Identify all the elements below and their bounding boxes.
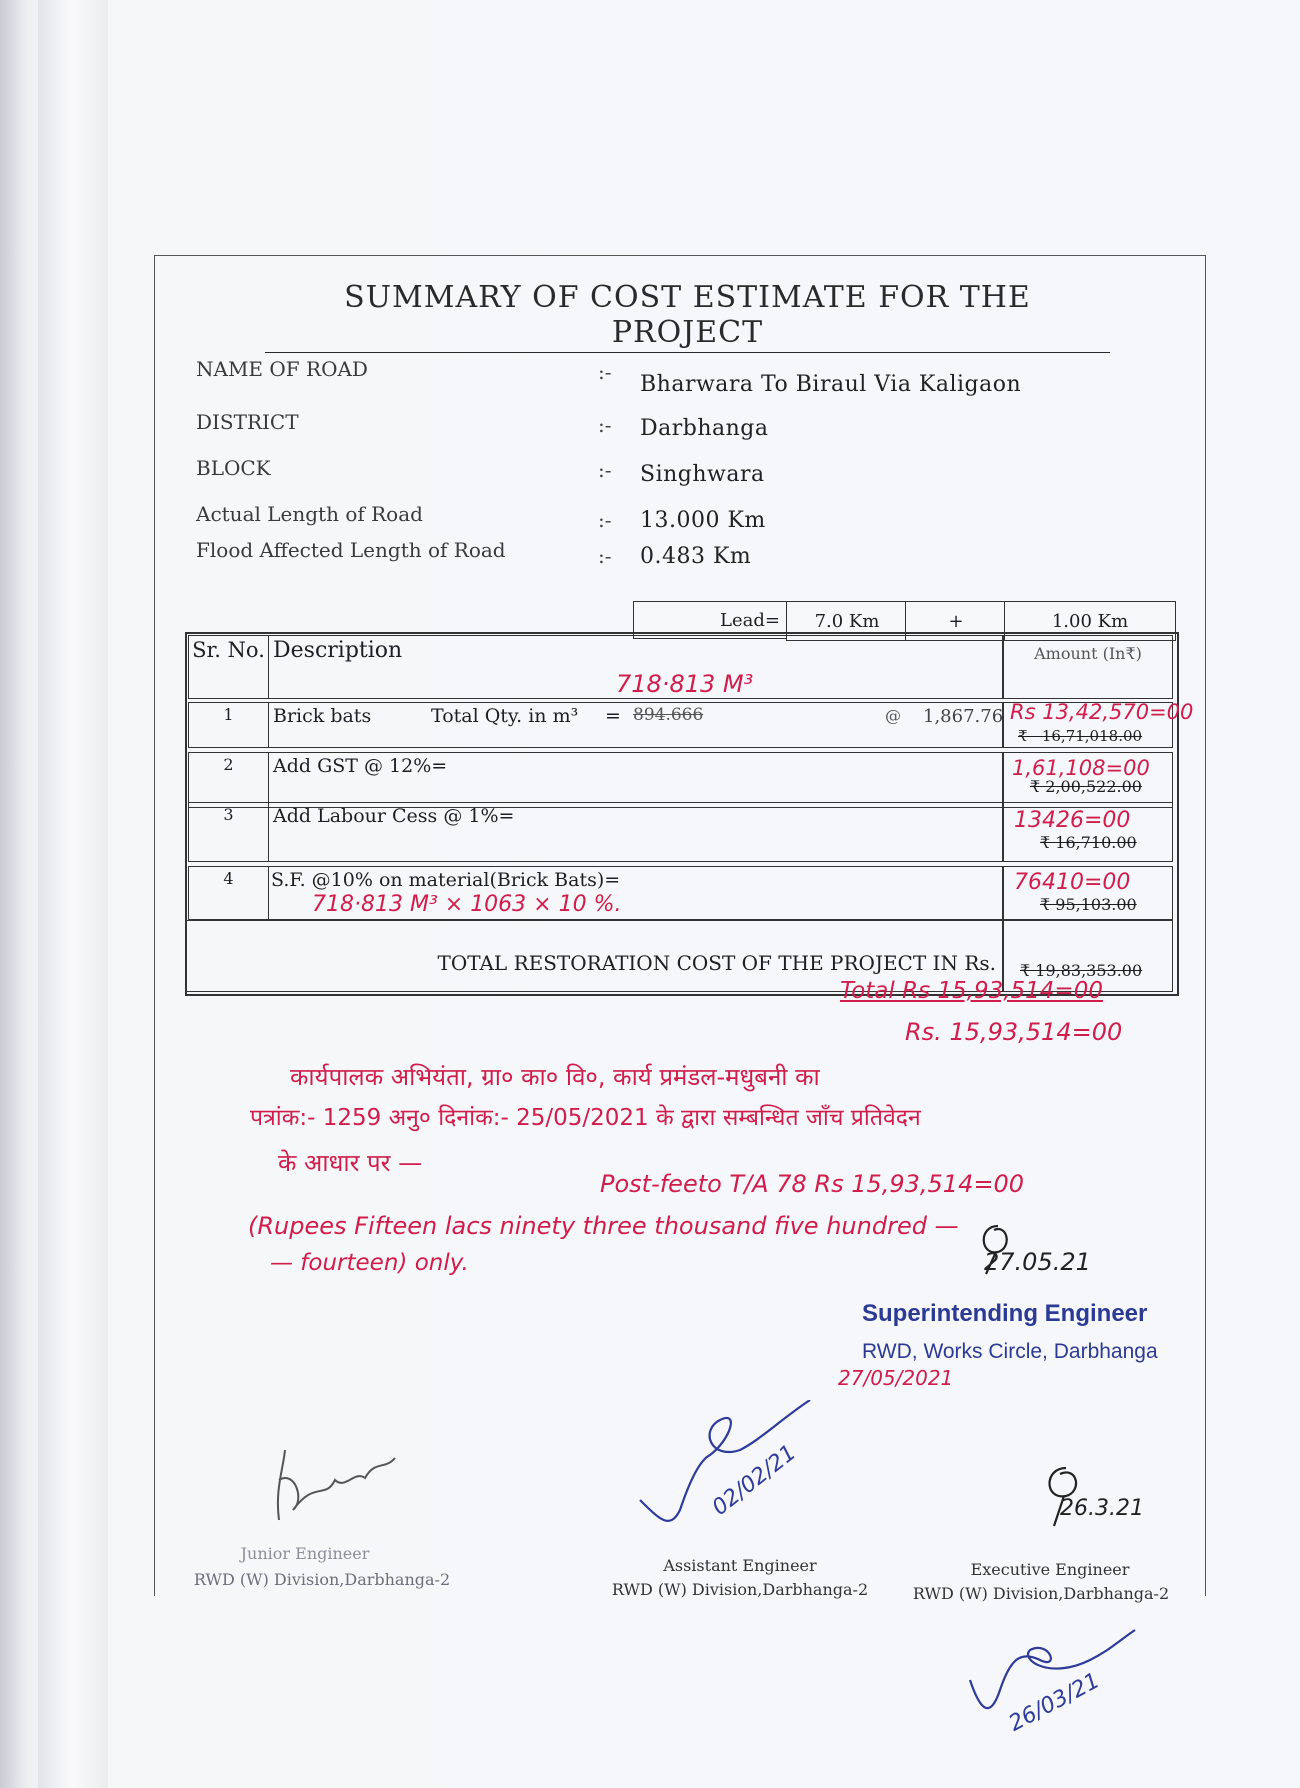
row2-desc: Add GST @ 12%= — [268, 752, 1003, 808]
binding-shadow — [38, 0, 108, 1788]
handwritten-total: Total Rs 15,93,514=00 — [840, 978, 1103, 1004]
header-description: Description — [268, 635, 1003, 699]
ae-signature — [630, 1400, 830, 1544]
row1-amount: ₹ 16,71,018.00 — [1018, 727, 1143, 745]
row3-desc: Add Labour Cess @ 1%= — [268, 802, 1003, 862]
row3-amount: ₹ 16,710.00 — [1040, 833, 1137, 852]
handwritten-hindi-line3: के आधार पर — — [278, 1149, 423, 1177]
handwritten-qty-correction: 718·813 M³ — [616, 670, 754, 698]
je-role: Junior Engineer — [240, 1544, 370, 1563]
row4-sr: 4 — [188, 866, 269, 920]
field-colon: :- — [598, 508, 612, 532]
field-label-block: BLOCK — [196, 456, 271, 480]
row1-eq: = — [605, 705, 621, 727]
field-value-length: 13.000 Km — [640, 508, 766, 533]
handwritten-hindi-line1: कार्यपालक अभियंता, ग्रा० का० वि०, कार्य प्रमंडल-मधुबनी का — [290, 1063, 820, 1091]
handwritten-total-repeat: Rs. 15,93,514=00 — [905, 1018, 1123, 1046]
header-sr-no: Sr. No. — [188, 635, 269, 699]
field-label-district: DISTRICT — [196, 410, 299, 434]
lead-extra: 1.00 Km — [1004, 601, 1176, 641]
handwritten-row4-amount: 76410=00 — [1014, 870, 1131, 895]
total-amount: ₹ 19,83,353.00 — [1020, 961, 1143, 980]
field-value-district: Darbhanga — [640, 416, 769, 441]
row2-amount: ₹ 2,00,522.00 — [1030, 777, 1142, 796]
handwritten-words-line2: — fourteen) only. — [270, 1250, 469, 1276]
ae-office: RWD (W) Division,Darbhanga-2 — [611, 1580, 869, 1599]
row2-sr: 2 — [188, 752, 269, 808]
field-colon: :- — [598, 413, 612, 437]
row1-qty-label: Total Qty. in m³ — [431, 705, 579, 727]
lead-plus: + — [905, 601, 1007, 641]
je-office: RWD (W) Division,Darbhanga-2 — [193, 1570, 451, 1589]
field-label-length: Actual Length of Road — [196, 502, 423, 526]
field-label-flood-length: Flood Affected Length of Road — [196, 538, 506, 562]
stamp-line2: RWD, Works Circle, Darbhanga — [862, 1340, 1158, 1363]
stamp-line1: Superintending Engineer — [862, 1300, 1148, 1327]
field-value-road: Bharwara To Biraul Via Kaligaon — [640, 372, 1022, 397]
header-amount: Amount (In₹) — [1003, 635, 1173, 699]
row1-at: @ — [885, 706, 901, 725]
ae-role: Assistant Engineer — [663, 1556, 817, 1575]
row3-sr: 3 — [188, 802, 269, 862]
se-sign-date: 27.05.21 — [984, 1248, 1091, 1276]
ae-date: 02/02/21 — [707, 1440, 802, 1521]
lead-label: Lead= — [633, 601, 787, 639]
ee-date: 26.3.21 — [1060, 1496, 1144, 1521]
ee-role: Executive Engineer — [970, 1560, 1130, 1579]
handwritten-row4-calc: 718·813 M³ × 1063 × 10 %. — [312, 892, 622, 917]
row1-description-cell — [268, 702, 1003, 748]
row4-amount: ₹ 95,103.00 — [1040, 895, 1137, 914]
handwritten-row3-amount: 13426=00 — [1014, 808, 1131, 833]
row1-desc: Brick bats — [273, 705, 372, 727]
je-signature — [265, 1440, 405, 1534]
row1-sr: 1 — [188, 702, 269, 748]
se-initial-date: 27/05/2021 — [838, 1366, 954, 1390]
handwritten-row1-amount: Rs 13,42,570=00 — [1010, 700, 1194, 724]
handwritten-row2-amount: 1,61,108=00 — [1012, 756, 1150, 780]
bottom-date: 26/03/21 — [1004, 1668, 1104, 1737]
handwritten-words-line1: (Rupees Fifteen lacs ninety three thousand five hundred — — [248, 1212, 959, 1240]
field-value-flood-length: 0.483 Km — [640, 544, 752, 569]
field-colon: :- — [598, 360, 612, 384]
ee-office: RWD (W) Division,Darbhanga-2 — [912, 1584, 1170, 1603]
row1-rate: 1,867.76 — [923, 706, 1004, 727]
field-label-road: NAME OF ROAD — [196, 357, 368, 381]
lead-value: 7.0 Km — [786, 601, 908, 641]
field-colon: :- — [598, 458, 612, 482]
document-title: SUMMARY OF COST ESTIMATE FOR THE PROJECT — [265, 280, 1110, 353]
row1-qty: 894.666 — [633, 705, 704, 725]
handwritten-hindi-line2: पत्रांक:- 1259 अनु० दिनांक:- 25/05/2021 के द्वारा सम्बन्धित जाँच प्रतिवेदन — [250, 1105, 921, 1131]
row4-desc: S.F. @10% on material(Brick Bats)= — [268, 866, 1003, 920]
handwritten-post-feet: Post-feeto T/A 78 Rs 15,93,514=00 — [600, 1170, 1024, 1198]
field-colon: :- — [598, 544, 612, 568]
field-value-block: Singhwara — [640, 462, 765, 487]
total-label: TOTAL RESTORATION COST OF THE PROJECT IN Rs. — [437, 951, 996, 975]
